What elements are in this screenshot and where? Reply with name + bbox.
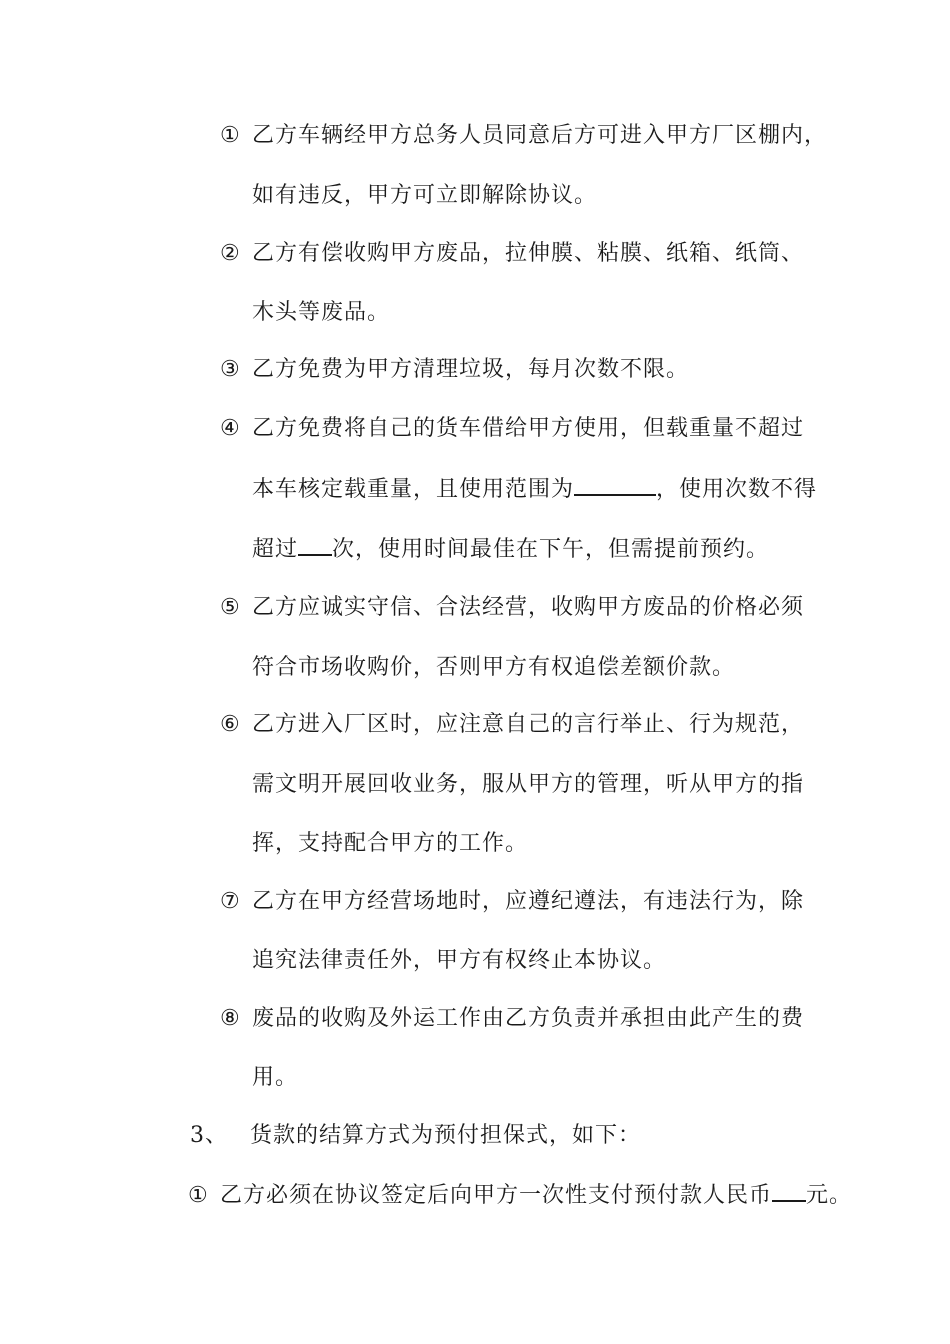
item-number: ① xyxy=(220,123,241,148)
fill-blank xyxy=(574,474,656,496)
item-6-line-3: 挥，支持配合甲方的工作。 xyxy=(252,831,529,856)
item-number: ① xyxy=(188,1183,209,1208)
section-3-heading xyxy=(190,1121,641,1151)
item-4-line-1 xyxy=(220,414,804,444)
item-5-line-2: 符合市场收购价，否则甲方有权追偿差额价款。 xyxy=(252,655,736,680)
item-7-line-2: 追究法律责任外，甲方有权终止本协议。 xyxy=(252,948,667,973)
item-text: 乙方进入厂区时，应注意自己的言行举止、行为规范， xyxy=(252,712,805,737)
section-text: 货款的结算方式为预付担保式，如下： xyxy=(250,1123,642,1148)
item-text: 乙方车辆经甲方总务人员同意后方可进入甲方厂区棚内， xyxy=(252,123,828,148)
item-text: ，使用次数不得 xyxy=(656,477,818,502)
item-text: 乙方免费为甲方清理垃圾，每月次数不限。 xyxy=(252,357,690,382)
item-text: 乙方有偿收购甲方废品，拉伸膜、粘膜、纸箱、纸筒、 xyxy=(252,241,805,266)
item-number: ⑧ xyxy=(220,1006,241,1031)
item-text: 本车核定载重量，且使用范围为 xyxy=(252,477,575,502)
item-number: ② xyxy=(220,241,241,266)
fill-blank xyxy=(298,534,332,556)
item-2-line-2: 木头等废品。 xyxy=(252,300,391,325)
item-8-line-2: 用。 xyxy=(252,1065,299,1090)
item-1-line-1 xyxy=(220,121,827,151)
item-text: 乙方必须在协议签定后向甲方一次性支付预付款人民币 xyxy=(220,1183,773,1208)
item-text: 超过 xyxy=(252,537,299,562)
item-text: 元。 xyxy=(806,1183,853,1208)
item-number: ⑥ xyxy=(220,712,241,737)
item-number: ⑤ xyxy=(220,595,241,620)
item-number: ③ xyxy=(220,357,241,382)
item-text: 乙方应诚实守信、合法经营，收购甲方废品的价格必须 xyxy=(252,595,805,620)
item-text: 乙方免费将自己的货车借给甲方使用，但载重量不超过 xyxy=(252,416,805,441)
section-3-item-1 xyxy=(188,1180,852,1211)
fill-blank xyxy=(772,1180,806,1202)
item-number: ⑦ xyxy=(220,889,241,914)
item-text: 废品的收购及外运工作由乙方负责并承担由此产生的费 xyxy=(252,1006,805,1031)
item-4-line-2 xyxy=(252,474,817,505)
item-5-line-1 xyxy=(220,593,804,623)
item-1-line-2: 如有违反，甲方可立即解除协议。 xyxy=(252,183,598,208)
item-4-line-3 xyxy=(252,534,769,565)
item-text: 次，使用时间最佳在下午，但需提前预约。 xyxy=(332,537,770,562)
item-number: ④ xyxy=(220,416,241,441)
item-7-line-1 xyxy=(220,887,804,917)
item-6-line-1 xyxy=(220,710,804,740)
item-text: 乙方在甲方经营场地时，应遵纪遵法，有违法行为，除 xyxy=(252,889,805,914)
section-number: 3、 xyxy=(190,1123,228,1148)
item-2-line-1 xyxy=(220,239,804,269)
item-3-line-1 xyxy=(220,355,689,385)
item-8-line-1 xyxy=(220,1004,804,1034)
item-6-line-2: 需文明开展回收业务，服从甲方的管理，听从甲方的指 xyxy=(252,772,805,797)
